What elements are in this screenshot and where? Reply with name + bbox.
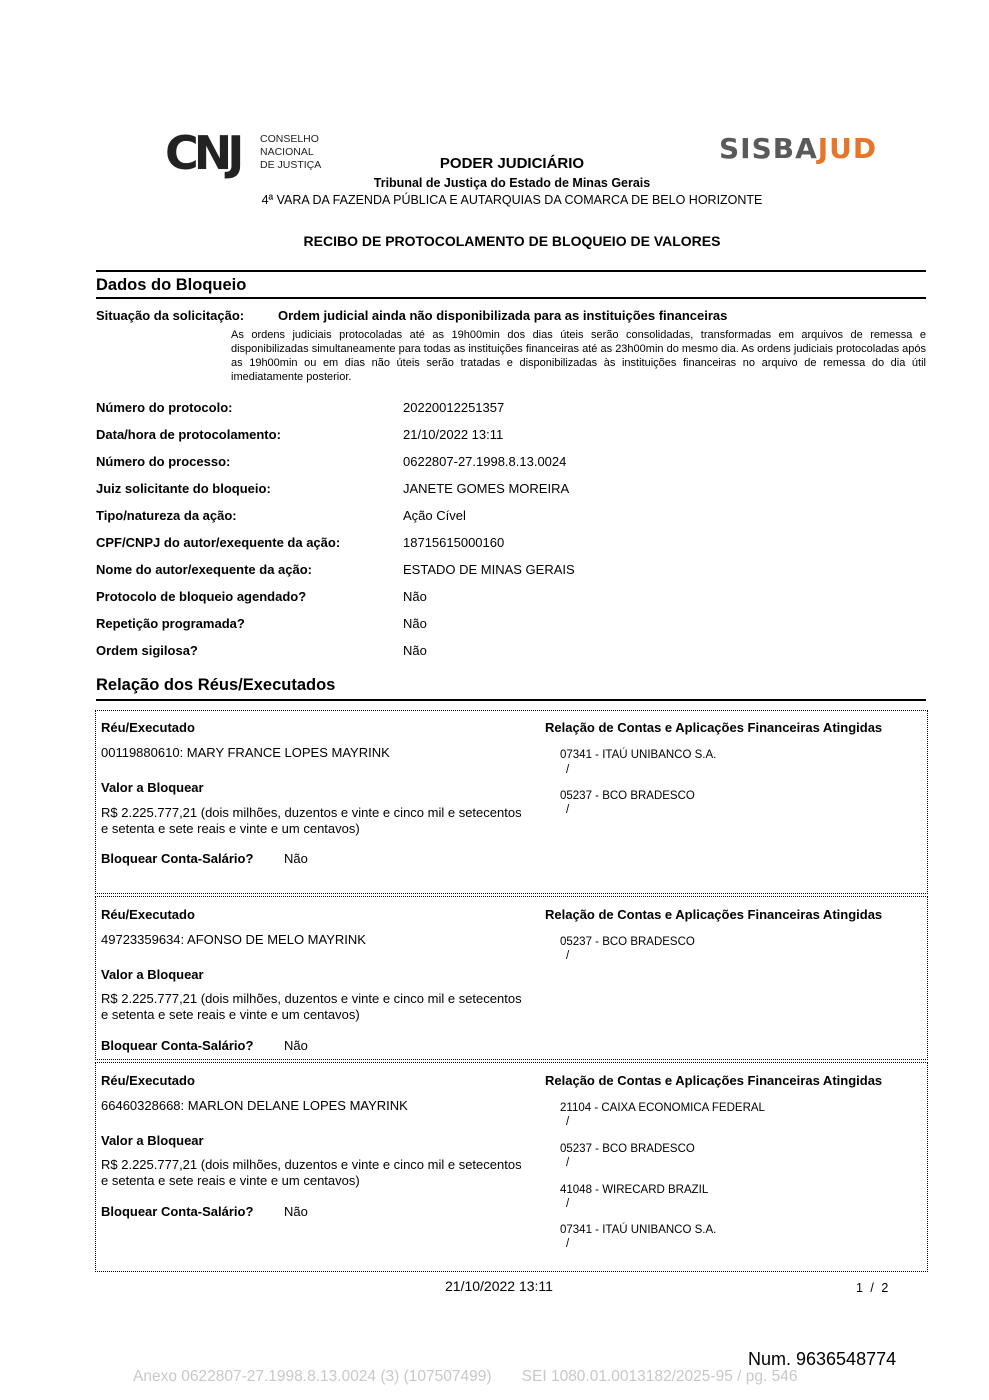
valor-line-2: e setenta e sete reais e vinte e um centavos): [101, 1007, 360, 1022]
cnj-logo-mark: CNJ: [165, 126, 240, 180]
field-label-juiz: Juiz solicitante do bloqueio:: [96, 481, 271, 496]
field-value-tipo: Ação Cível: [403, 508, 466, 523]
situacao-value: Ordem judicial ainda não disponibilizada para as instituições financeiras: [278, 308, 728, 323]
account-bank: 05237 - BCO BRADESCO: [560, 1143, 695, 1155]
conta-salario-value: Não: [284, 1204, 308, 1219]
field-label-cpf-cnpj: CPF/CNPJ do autor/exequente da ação:: [96, 535, 341, 550]
reus-section-rule: [96, 699, 926, 701]
account-bank: 05237 - BCO BRADESCO: [560, 790, 695, 802]
account-slash: /: [566, 1198, 570, 1210]
tribunal-heading: Tribunal de Justiça do Estado de Minas Gerais: [373, 176, 651, 190]
account-bank: 05237 - BCO BRADESCO: [560, 936, 695, 948]
field-value-data-hora: 21/10/2022 13:11: [403, 427, 504, 442]
poder-judiciario-heading: PODER JUDICIÁRIO: [439, 155, 585, 172]
situacao-description: As ordens judiciais protocoladas até as 19h00min dos dias úteis serão consolidadas, transformadas em arquivos de remessa e disponibilizadas simultaneamente para todas as instituições financeiras até as 23h00min do mesmo dia. As ordens judiciais protocoladas após as 19h00min ou em dias não úteis serão tratadas e disponibilizadas às instituições financeiras no arquivo de remessa do dia útil imediatamente posterior.: [231, 329, 926, 383]
field-value-repeticao: Não: [403, 616, 427, 631]
page-number: 1 / 2: [856, 1281, 891, 1295]
field-value-autor: ESTADO DE MINAS GERAIS: [403, 562, 575, 577]
reu-label: Réu/Executado: [101, 720, 195, 735]
account-bank: 07341 - ITAÚ UNIBANCO S.A.: [560, 1224, 717, 1236]
field-label-tipo: Tipo/natureza da ação:: [96, 508, 237, 523]
reu-label: Réu/Executado: [101, 1073, 195, 1088]
reu-label: Réu/Executado: [101, 907, 195, 922]
field-label-data-hora: Data/hora de protocolamento:: [96, 427, 281, 442]
field-value-protocolo: 20220012251357: [403, 400, 505, 415]
conta-salario-label: Bloquear Conta-Salário?: [101, 1038, 254, 1053]
section-rule-bottom: [96, 297, 926, 299]
account-slash: /: [566, 764, 570, 776]
field-value-cpf-cnpj: 18715615000160: [403, 535, 505, 550]
account-slash: /: [566, 1116, 570, 1128]
field-label-processo: Número do processo:: [96, 454, 231, 469]
dados-section-title: Dados do Bloqueio: [96, 276, 247, 294]
cnj-line-1: CONSELHO: [260, 133, 319, 145]
footer-date: 21/10/2022 13:11: [445, 1278, 553, 1294]
valor-label: Valor a Bloquear: [101, 967, 204, 982]
field-label-agendado: Protocolo de bloqueio agendado?: [96, 589, 307, 604]
reu-block: [95, 1062, 928, 1272]
account-bank: 41048 - WIRECARD BRAZIL: [560, 1184, 709, 1196]
account-slash: /: [566, 1238, 570, 1250]
reu-block: [95, 896, 928, 1060]
valor-line-2: e setenta e sete reais e vinte e um centavos): [101, 821, 360, 836]
valor-line-1: R$ 2.225.777,21 (dois milhões, duzentos e vinte e cinco mil e setecentos: [101, 1157, 522, 1172]
cnj-line-3: DE JUSTIÇA: [260, 159, 322, 171]
sisbajud-logo-part1: SISBA: [719, 132, 818, 165]
contas-label: Relação de Contas e Aplicações Financeiras Atingidas: [545, 720, 883, 735]
valor-line-1: R$ 2.225.777,21 (dois milhões, duzentos e vinte e cinco mil e setecentos: [101, 991, 522, 1006]
conta-salario-value: Não: [284, 851, 308, 866]
cnj-line-2: NACIONAL: [260, 146, 314, 158]
conta-salario-label: Bloquear Conta-Salário?: [101, 1204, 254, 1219]
valor-line-2: e setenta e sete reais e vinte e um centavos): [101, 1173, 360, 1188]
field-label-repeticao: Repetição programada?: [96, 616, 245, 631]
valor-label: Valor a Bloquear: [101, 780, 204, 795]
account-slash: /: [566, 804, 570, 816]
sisbajud-logo-part2: JUD: [817, 132, 878, 165]
document-title: RECIBO DE PROTOCOLAMENTO DE BLOQUEIO DE VALORES: [303, 233, 721, 249]
field-label-autor: Nome do autor/exequente da ação:: [96, 562, 312, 577]
field-value-sigilosa: Não: [403, 643, 427, 658]
reus-section-title: Relação dos Réus/Executados: [96, 676, 336, 694]
valor-label: Valor a Bloquear: [101, 1133, 204, 1148]
contas-label: Relação de Contas e Aplicações Financeiras Atingidas: [545, 907, 883, 922]
section-rule-top: [96, 270, 926, 272]
reu-name: 66460328668: MARLON DELANE LOPES MAYRINK: [101, 1098, 408, 1113]
field-label-protocolo: Número do protocolo:: [96, 400, 233, 415]
conta-salario-label: Bloquear Conta-Salário?: [101, 851, 254, 866]
reu-block: [95, 710, 928, 894]
valor-line-1: R$ 2.225.777,21 (dois milhões, duzentos e vinte e cinco mil e setecentos: [101, 805, 522, 820]
account-slash: /: [566, 1157, 570, 1169]
account-bank: 21104 - CAIXA ECONOMICA FEDERAL: [560, 1102, 765, 1114]
situacao-label: Situação da solicitação:: [96, 308, 245, 323]
anexo-watermark: Anexo 0622807-27.1998.8.13.0024 (3) (107507499) SEI 1080.01.0013182/2025-95 / pg. 546: [133, 1368, 798, 1385]
reu-name: 49723359634: AFONSO DE MELO MAYRINK: [101, 932, 366, 947]
account-bank: 07341 - ITAÚ UNIBANCO S.A.: [560, 749, 717, 761]
field-value-processo: 0622807-27.1998.8.13.0024: [403, 454, 567, 469]
account-slash: /: [566, 950, 570, 962]
contas-label: Relação de Contas e Aplicações Financeiras Atingidas: [545, 1073, 883, 1088]
field-value-juiz: JANETE GOMES MOREIRA: [403, 481, 570, 496]
field-value-agendado: Não: [403, 589, 427, 604]
reu-name: 00119880610: MARY FRANCE LOPES MAYRINK: [101, 745, 390, 760]
field-label-sigilosa: Ordem sigilosa?: [96, 643, 198, 658]
vara-heading: 4ª VARA DA FAZENDA PÚBLICA E AUTARQUIAS DA COMARCA DE BELO HORIZONTE: [261, 193, 763, 207]
conta-salario-value: Não: [284, 1038, 308, 1053]
document-number: Num. 9636548774: [748, 1349, 897, 1369]
